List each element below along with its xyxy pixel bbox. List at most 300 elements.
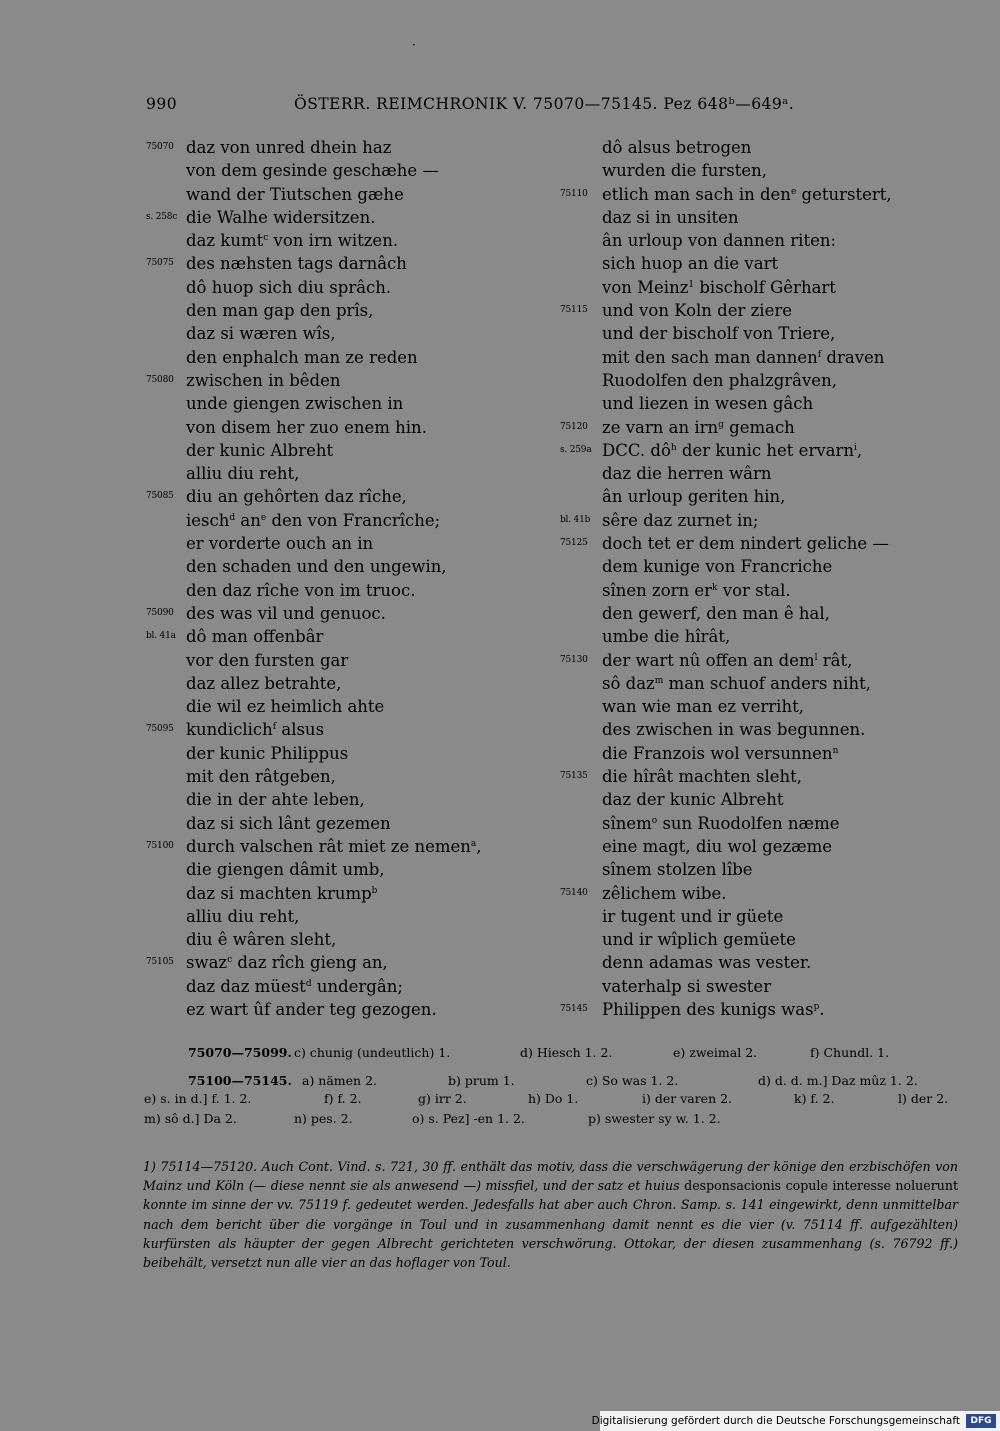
note-marker: d [229,512,236,523]
verse-fragment: vor den fursten gar [186,650,349,670]
apparatus-note: c) chunig (undeutlich) 1. [294,1045,451,1060]
verse-line [146,975,566,998]
verse-fragment: des næhsten tags darnâch [186,254,407,274]
verse-line [560,416,960,439]
verse-fragment: ân urloup geriten hin, [602,487,786,507]
running-title: ÖSTERR. REIMCHRONIK V. 75070—75145. Pez 648ᵇ—649ᵃ. [294,95,795,113]
verse-fragment: dem kunige von Francriche [602,557,833,577]
verse-fragment: dô huop sich diu sprâch. [186,277,392,297]
verse-fragment: sun Ruodolfen næme [657,813,840,833]
verse-fragment: iesch [186,510,230,530]
verse-text [602,975,771,998]
verse-line [560,765,960,788]
verse-fragment: des was vil und genuoc. [186,603,386,623]
apparatus-note: d) Hiesch 1. 2. [520,1045,613,1060]
verse-line [146,602,566,625]
note-marker: m [654,675,664,686]
verse-fragment: der kunic Philippus [186,743,349,763]
verse-text [602,742,838,765]
verse-line [146,555,566,578]
verse-text [602,183,892,206]
verse-fragment: sînen zorn er [602,580,713,600]
note-marker: c [227,955,233,966]
verse-fragment: daz kumt [186,231,264,251]
footnote-latin: desponsacionis copule interesse noluerunt [684,1178,959,1194]
note-marker: e [790,186,797,197]
verse-text [186,322,336,345]
verse-line [560,951,960,974]
verse-line [560,905,960,928]
verse-fragment: den gewerf, den man ê hal, [602,603,830,623]
verse-line [146,322,566,345]
line-number: 75095 [146,724,174,735]
verse-text [602,602,830,625]
line-number: 75120 [560,421,588,432]
verse-line [146,928,566,951]
apparatus-note: g) irr 2. [418,1091,467,1106]
verse-text [602,485,785,508]
verse-text [186,416,427,439]
verse-fragment: undergân; [311,976,403,996]
verse-line [560,812,960,835]
verse-fragment: die wil ez heimlich ahte [186,697,385,717]
verse-fragment: wurden die fursten, [602,161,768,181]
note-marker: h [670,442,677,453]
verse-text [602,625,730,648]
verse-text [186,276,391,299]
apparatus-note: a) nämen 2. [302,1073,378,1088]
verse-fragment: wand der Tiutschen gæhe [186,184,404,204]
apparatus-label-1: 75070—75099. [188,1045,292,1060]
verse-fragment: mit den sach man dannen [602,347,818,367]
verse-fragment: sô daz [602,673,655,693]
verse-line [560,742,960,765]
verse-text [602,136,751,159]
verse-text [186,579,415,602]
verse-line [146,532,566,555]
verse-text [186,905,299,928]
verse-line [146,509,566,532]
footnote-part: 1) 75114—75120. Auch Cont. Vind. s. 721, 30 ff. enthält das motiv, dass die verschwägerung der könige den erzbischöfen von Mainz und Köln (— diese nennt sie als anwesend —) missfiel, und der satz et huius [143,1159,958,1194]
verse-fragment: zêlichem wibe. [602,883,727,903]
verse-fragment: alliu diu reht, [186,906,300,926]
verse-text [186,392,403,415]
verse-line [560,882,960,905]
verse-text [602,229,836,252]
verse-text [186,252,407,275]
verse-line [146,882,566,905]
verse-fragment: ez wart ûf ander teg gezogen. [186,999,437,1019]
verse-fragment: den von Francrîche; [266,510,441,530]
verse-text [186,882,377,905]
note-marker: a [470,838,477,849]
line-number: bl. 41b [560,514,591,525]
verse-text [602,812,839,835]
verse-fragment: rât, [817,650,853,670]
verse-fragment: mit den râtgeben, [186,767,336,787]
verse-fragment: daz si in unsiten [602,207,739,227]
verse-fragment: draven [821,347,885,367]
funding-text: Digitalisierung gefördert durch die Deutsche Forschungsgemeinschaft [591,1415,960,1427]
verse-text [186,439,333,462]
verse-fragment: sêre daz zurnet in; [602,510,759,530]
verse-line [560,928,960,951]
verse-text [186,532,373,555]
verse-text [602,672,871,695]
verse-fragment: daz von unred dhein haz [186,138,392,157]
verse-fragment: diu an gehôrten daz rîche, [186,487,407,507]
verse-line [146,392,566,415]
verse-fragment: die in der ahte leben, [186,790,365,810]
note-marker: o [651,815,658,826]
verse-text [186,159,439,182]
verse-text [602,416,795,439]
verse-text [186,742,348,765]
verse-text [186,812,391,835]
verse-fragment: bischolf Gêrhart [694,277,836,297]
verse-text [602,695,804,718]
note-marker: 1 [688,279,695,290]
verse-line [560,346,960,369]
verse-text [186,229,398,252]
verse-line [146,742,566,765]
line-number: 75070 [146,142,174,152]
note-marker: f [272,722,277,733]
verse-line [146,136,566,159]
verse-fragment: geturstert, [796,184,892,204]
verse-text [186,951,388,974]
verse-line [560,322,960,345]
verse-text [186,835,482,858]
verse-line [560,369,960,392]
verse-line [560,392,960,415]
verse-text [186,462,299,485]
verse-fragment: und ir wîplich gemüete [602,930,796,950]
line-number: 75075 [146,258,174,269]
verse-line [146,672,566,695]
verse-fragment: umbe die hîrât, [602,627,731,647]
verse-fragment: an [235,510,261,530]
verse-text [602,765,802,788]
verse-line [146,299,566,322]
verse-text [186,555,447,578]
note-marker: f [817,349,822,360]
verse-line [560,788,960,811]
verse-fragment: von disem her zuo enem hin. [186,417,427,437]
note-marker: k [712,582,718,593]
verse-line [560,462,960,485]
verse-line [146,252,566,275]
verse-fragment: swaz [186,953,228,973]
verse-fragment: man schuof anders niht, [663,673,871,693]
verse-fragment: DCC. dô [602,440,671,460]
verse-text [186,602,386,625]
verse-line [560,276,960,299]
verse-fragment: , [476,836,482,856]
note-marker: n [832,745,839,756]
verse-text [186,649,348,672]
verse-fragment: wan wie man ez verriht, [602,697,804,717]
verse-text [186,998,437,1021]
verse-fragment: den daz rîche von im truoc. [186,580,416,600]
verse-fragment: den enphalch man ze reden [186,347,418,367]
verse-line [560,206,960,229]
verse-fragment: daz si sich lânt gezemen [186,813,391,833]
verse-text [602,299,792,322]
note-marker: g [718,419,724,430]
verse-fragment: daz rîch gieng an, [232,953,388,973]
verse-fragment: alsus [276,720,325,740]
verse-line [560,555,960,578]
verse-line [560,229,960,252]
verse-line [560,485,960,508]
page-header [146,95,826,115]
verse-fragment: die Franzois wol versunnen [602,743,833,763]
note-marker: c [263,233,269,244]
verse-fragment: sînem stolzen lîbe [602,860,753,880]
line-number: 75100 [146,840,174,851]
verse-text [186,299,373,322]
line-number: 75140 [560,887,588,898]
apparatus-note: c) So was 1. 2. [586,1073,679,1088]
verse-fragment: die Walhe widersitzen. [186,207,376,227]
apparatus-note: i) der varen 2. [642,1091,733,1106]
funding-footer [591,1411,1000,1431]
apparatus-note: d) d. d. m.] Daz mûz 1. 2. [758,1073,918,1088]
verse-text [186,346,418,369]
verse-text [602,369,837,392]
verse-fragment: der kunic het ervarn [676,440,854,460]
note-marker: d [305,978,312,989]
verse-fragment: . [819,999,825,1019]
verse-fragment: durch valschen rât miet ze nemen [186,836,471,856]
verse-fragment: gemach [723,417,795,437]
verse-fragment: von dem gesinde geschæhe — [186,161,439,181]
verse-fragment: ir tugent und ir güete [602,906,784,926]
verse-text [602,322,835,345]
verse-text [186,858,385,881]
verse-fragment: dô alsus betrogen [602,138,752,157]
verse-fragment: eine magt, diu wol gezæme [602,836,833,856]
verse-fragment: des zwischen in was begunnen. [602,720,866,740]
footnote [143,1157,958,1272]
verse-line [146,625,566,648]
verse-fragment: ze varn an irn [602,417,719,437]
verse-fragment: und von Koln der ziere [602,301,792,321]
verse-line [560,858,960,881]
line-number: s. 258c [146,211,178,222]
verse-text [186,765,336,788]
verse-line [560,183,960,206]
line-number: 75135 [560,771,588,782]
verse-text [186,369,341,392]
verse-line [560,998,960,1021]
verse-fragment: unde giengen zwischen in [186,394,404,414]
line-number: 75125 [560,538,588,549]
verse-fragment: daz si wæren wîs, [186,324,336,344]
verse-fragment: vor stal. [717,580,791,600]
verse-line [146,951,566,974]
apparatus-note: n) pes. 2. [294,1111,353,1126]
verse-text [186,625,323,648]
stray-mark: · [412,38,416,52]
verse-text [602,392,813,415]
verse-fragment: denn adamas was vester. [602,953,812,973]
verse-text [186,509,440,532]
verse-line [146,462,566,485]
verse-line [146,765,566,788]
left-verse-column [146,136,566,1021]
apparatus-note: h) Do 1. [528,1091,579,1106]
verse-fragment: , [856,440,863,460]
verse-text [186,485,407,508]
verse-line [146,159,566,182]
verse-fragment: diu ê wâren sleht, [186,930,337,950]
verse-text [602,206,739,229]
verse-line [146,276,566,299]
verse-line [146,346,566,369]
line-number: 75130 [560,654,588,665]
verse-text [186,183,404,206]
apparatus-note: l) der 2. [898,1091,949,1106]
verse-line [146,206,566,229]
verse-fragment: vaterhalp si swester [602,976,772,996]
verse-fragment: von irn witzen. [268,231,399,251]
verse-line [560,625,960,648]
verse-line [560,136,960,159]
verse-line [146,183,566,206]
verse-fragment: die giengen dâmit umb, [186,860,385,880]
note-marker: p [813,1001,820,1012]
verse-line [146,485,566,508]
apparatus-note: b) prum 1. [448,1073,515,1088]
verse-text [602,579,791,602]
verse-text [602,276,836,299]
line-number: 75090 [146,607,174,618]
verse-line [560,649,960,672]
verse-text [186,975,403,998]
verse-fragment: daz si machten krump [186,883,372,903]
verse-line [560,299,960,322]
note-marker: b [371,885,378,896]
verse-line [560,718,960,741]
verse-line [560,252,960,275]
verse-fragment: daz daz müest [186,976,306,996]
verse-text [602,555,832,578]
verse-fragment: von Meinz [602,277,689,297]
line-number: 75085 [146,491,174,502]
verse-line [146,718,566,741]
verse-text [602,951,811,974]
apparatus-note: p) swester sy w. 1. 2. [588,1111,721,1126]
verse-text [602,858,753,881]
verse-text [602,998,825,1021]
footnote-part: konnte im sinne der vv. 75119 f. gedeutet werden. Jedesfalls hat aber auch Chron. Samp. s. 141 eingewirkt, denn unmittelbar nach dem bericht über die vorgänge in Toul und in zusammenhang damit nennt es die vier (v. 75114 ff. aufgezählten) kurfürsten als häupter der gegen Albrecht gerichteten verschwörung. Ottokar, der diesen zusammenhang (s. 76792 ff.) beibehält, versetzt nun alle vier an das hoflager von Toul. [143,1197,958,1271]
verse-line [560,672,960,695]
verse-fragment: die hîrât machten sleht, [602,767,802,787]
verse-line [146,695,566,718]
apparatus-note: m) sô d.] Da 2. [144,1111,237,1126]
verse-fragment: daz allez betrahte, [186,673,342,693]
verse-fragment: sich huop an die vart [602,254,779,274]
verse-line [146,858,566,881]
verse-fragment: er vorderte ouch an in [186,534,374,554]
verse-line [560,439,960,462]
verse-fragment: alliu diu reht, [186,464,300,484]
note-marker: l [814,652,818,663]
verse-line [560,579,960,602]
verse-text [602,882,727,905]
verse-fragment: der kunic Albreht [186,440,334,460]
verse-text [186,788,365,811]
line-number: bl. 41a [146,631,176,642]
verse-line [560,835,960,858]
verse-line [560,509,960,532]
apparatus-note: k) f. 2. [794,1091,835,1106]
page-number: 990 [146,95,178,113]
verse-text [186,136,391,159]
verse-line [146,649,566,672]
verse-line [146,835,566,858]
verse-fragment: dô man offenbâr [186,627,324,647]
verse-line [560,159,960,182]
verse-fragment: etlich man sach in den [602,184,791,204]
verse-text [186,695,384,718]
apparatus-note: e) zweimal 2. [673,1045,758,1060]
verse-line [146,812,566,835]
verse-text [602,439,862,462]
line-number: s. 259a [560,444,592,455]
line-number: 75145 [560,1003,588,1014]
line-number: 75110 [560,188,588,199]
verse-text [186,206,375,229]
verse-line [146,579,566,602]
apparatus-note: f) f. 2. [324,1091,362,1106]
apparatus-label-2: 75100—75145. [188,1073,292,1088]
verse-fragment: Ruodolfen den phalzgrâven, [602,370,837,390]
verse-line [560,695,960,718]
line-number: 75080 [146,374,174,385]
verse-fragment: daz der kunic Albreht [602,790,784,810]
verse-text [602,649,852,672]
verse-line [560,975,960,998]
verse-fragment: und der bischolf von Triere, [602,324,836,344]
right-verse-column [560,136,960,1021]
verse-text [186,718,324,741]
verse-text [602,462,771,485]
verse-fragment: der wart nû offen an dem [602,650,815,670]
verse-line [146,788,566,811]
verse-fragment: kundiclich [186,720,273,740]
line-number: 75115 [560,305,588,316]
apparatus-note: o) s. Pez] -en 1. 2. [412,1111,525,1126]
verse-text [602,346,884,369]
verse-fragment: den schaden und den ungewin, [186,557,447,577]
verse-line [560,532,960,555]
dfg-logo: DFG [966,1414,996,1428]
verse-text [602,905,783,928]
verse-fragment: sînem [602,813,652,833]
verse-text [602,928,796,951]
verse-text [602,718,865,741]
apparatus-note: e) s. in d.] f. 1. 2. [144,1091,252,1106]
verse-text [186,672,341,695]
verse-line [560,602,960,625]
verse-line [146,998,566,1021]
verse-fragment: doch tet er dem nindert geliche — [602,534,889,554]
verse-fragment: Philippen des kunigs was [602,999,814,1019]
verse-line [146,439,566,462]
